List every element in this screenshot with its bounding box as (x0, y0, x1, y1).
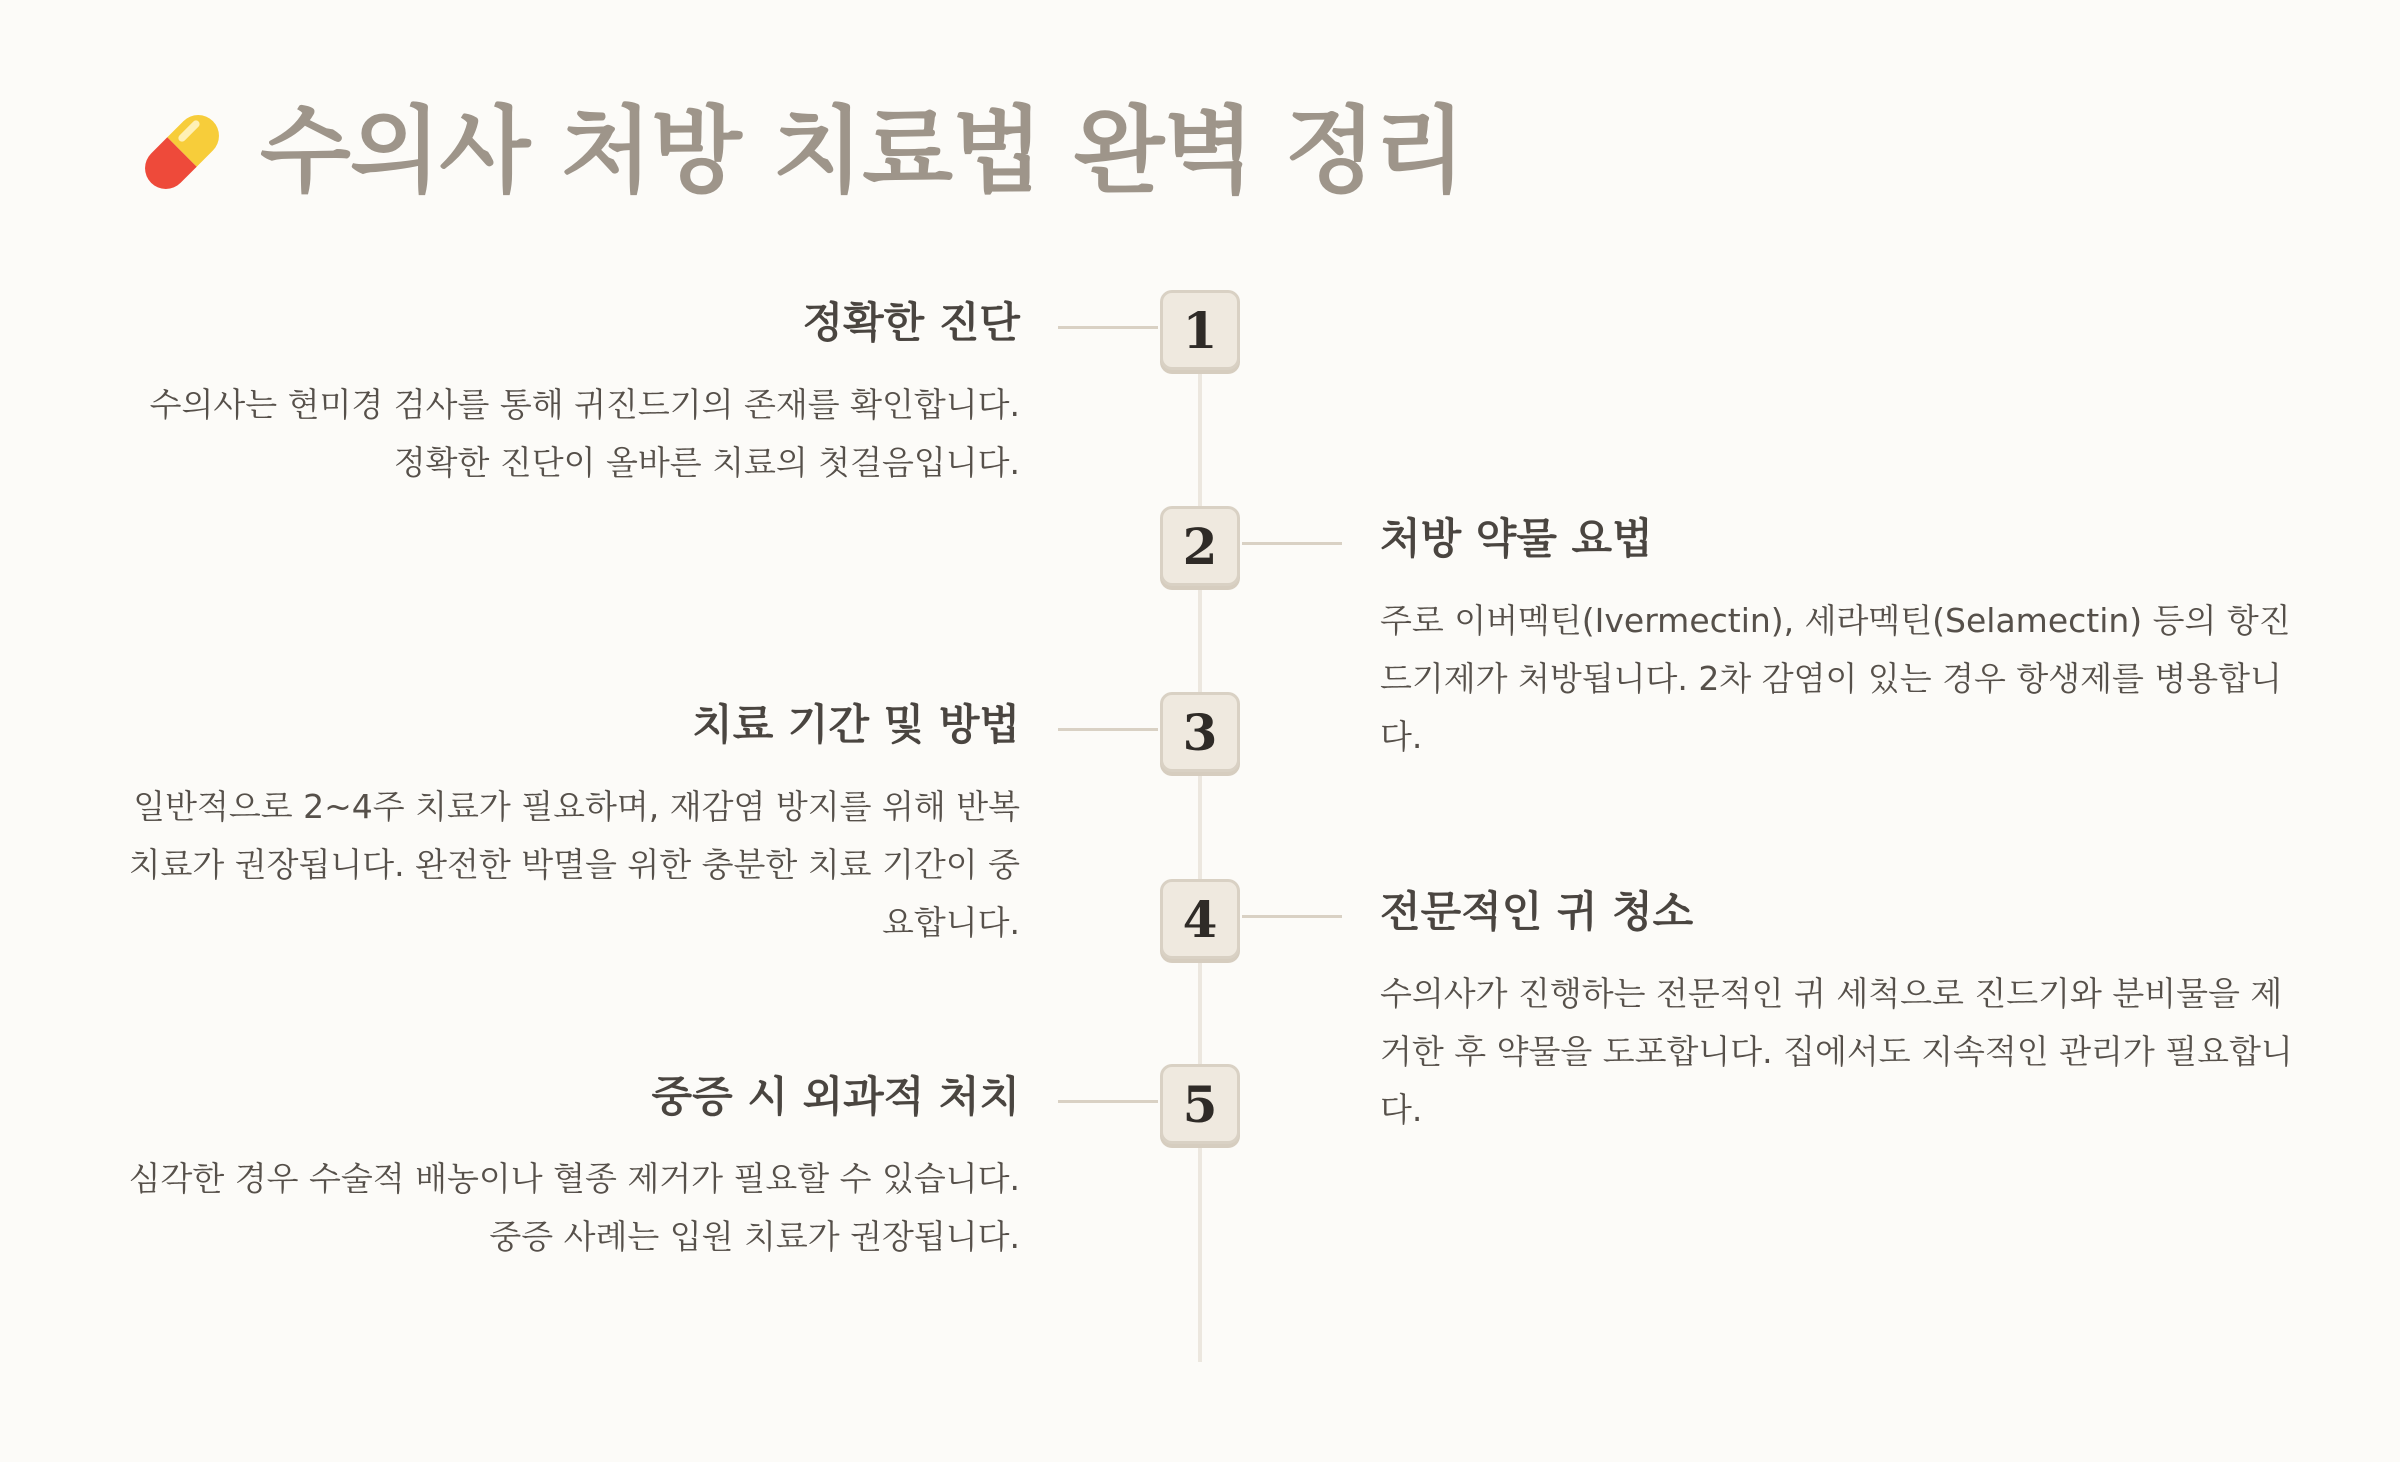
timeline-line (1198, 290, 1202, 1362)
step-4-title: 전문적인 귀 청소 (1380, 887, 1694, 936)
step-2 (1380, 514, 2300, 766)
header (130, 97, 1465, 206)
step-4-description: 수의사가 진행하는 전문적인 귀 세척으로 진드기와 분비물을 제거한 후 약물을 도포합니다. 집에서도 지속적인 관리가 필요합니다. (1380, 974, 2293, 1130)
step-5-number: 5 (1160, 1064, 1240, 1144)
step-1-number: 1 (1160, 290, 1240, 370)
step-3-connector (1058, 728, 1158, 731)
step-4-connector (1242, 915, 1342, 918)
step-2-description: 주로 이버멕틴(Ivermectin), 세라멕틴(Selamectin) 등의 항진드기제가 처방됩니다. 2차 감염이 있는 경우 항생제를 병용합니다. (1380, 601, 2291, 757)
step-3-description: 일반적으로 2~4주 치료가 필요하며, 재감염 방지를 위해 반복 치료가 권장됩니다. 완전한 박멸을 위한 충분한 치료 기간이 중요합니다. (128, 787, 1020, 943)
step-5 (120, 1072, 1020, 1266)
step-2-connector (1242, 542, 1342, 545)
pill-icon (130, 100, 234, 204)
step-3-number: 3 (1160, 692, 1240, 772)
step-5-description: 심각한 경우 수술적 배농이나 혈종 제거가 필요할 수 있습니다. 중증 사례는 입원 치료가 권장됩니다. (128, 1159, 1020, 1257)
step-4-number: 4 (1160, 879, 1240, 959)
step-3-title: 치료 기간 및 방법 (692, 700, 1020, 749)
step-1 (120, 298, 1020, 492)
step-3 (120, 700, 1020, 952)
step-1-title: 정확한 진단 (802, 298, 1020, 347)
page-title: 수의사 처방 치료법 완벽 정리 (260, 97, 1465, 206)
step-5-connector (1058, 1100, 1158, 1103)
step-1-connector (1058, 326, 1158, 329)
step-1-description: 수의사는 현미경 검사를 통해 귀진드기의 존재를 확인합니다. 정확한 진단이 올바른 치료의 첫걸음입니다. (149, 385, 1020, 483)
step-2-title: 처방 약물 요법 (1380, 514, 1653, 563)
step-5-title: 중증 시 외과적 처치 (651, 1072, 1020, 1121)
step-2-number: 2 (1160, 506, 1240, 586)
step-4 (1380, 887, 2300, 1139)
